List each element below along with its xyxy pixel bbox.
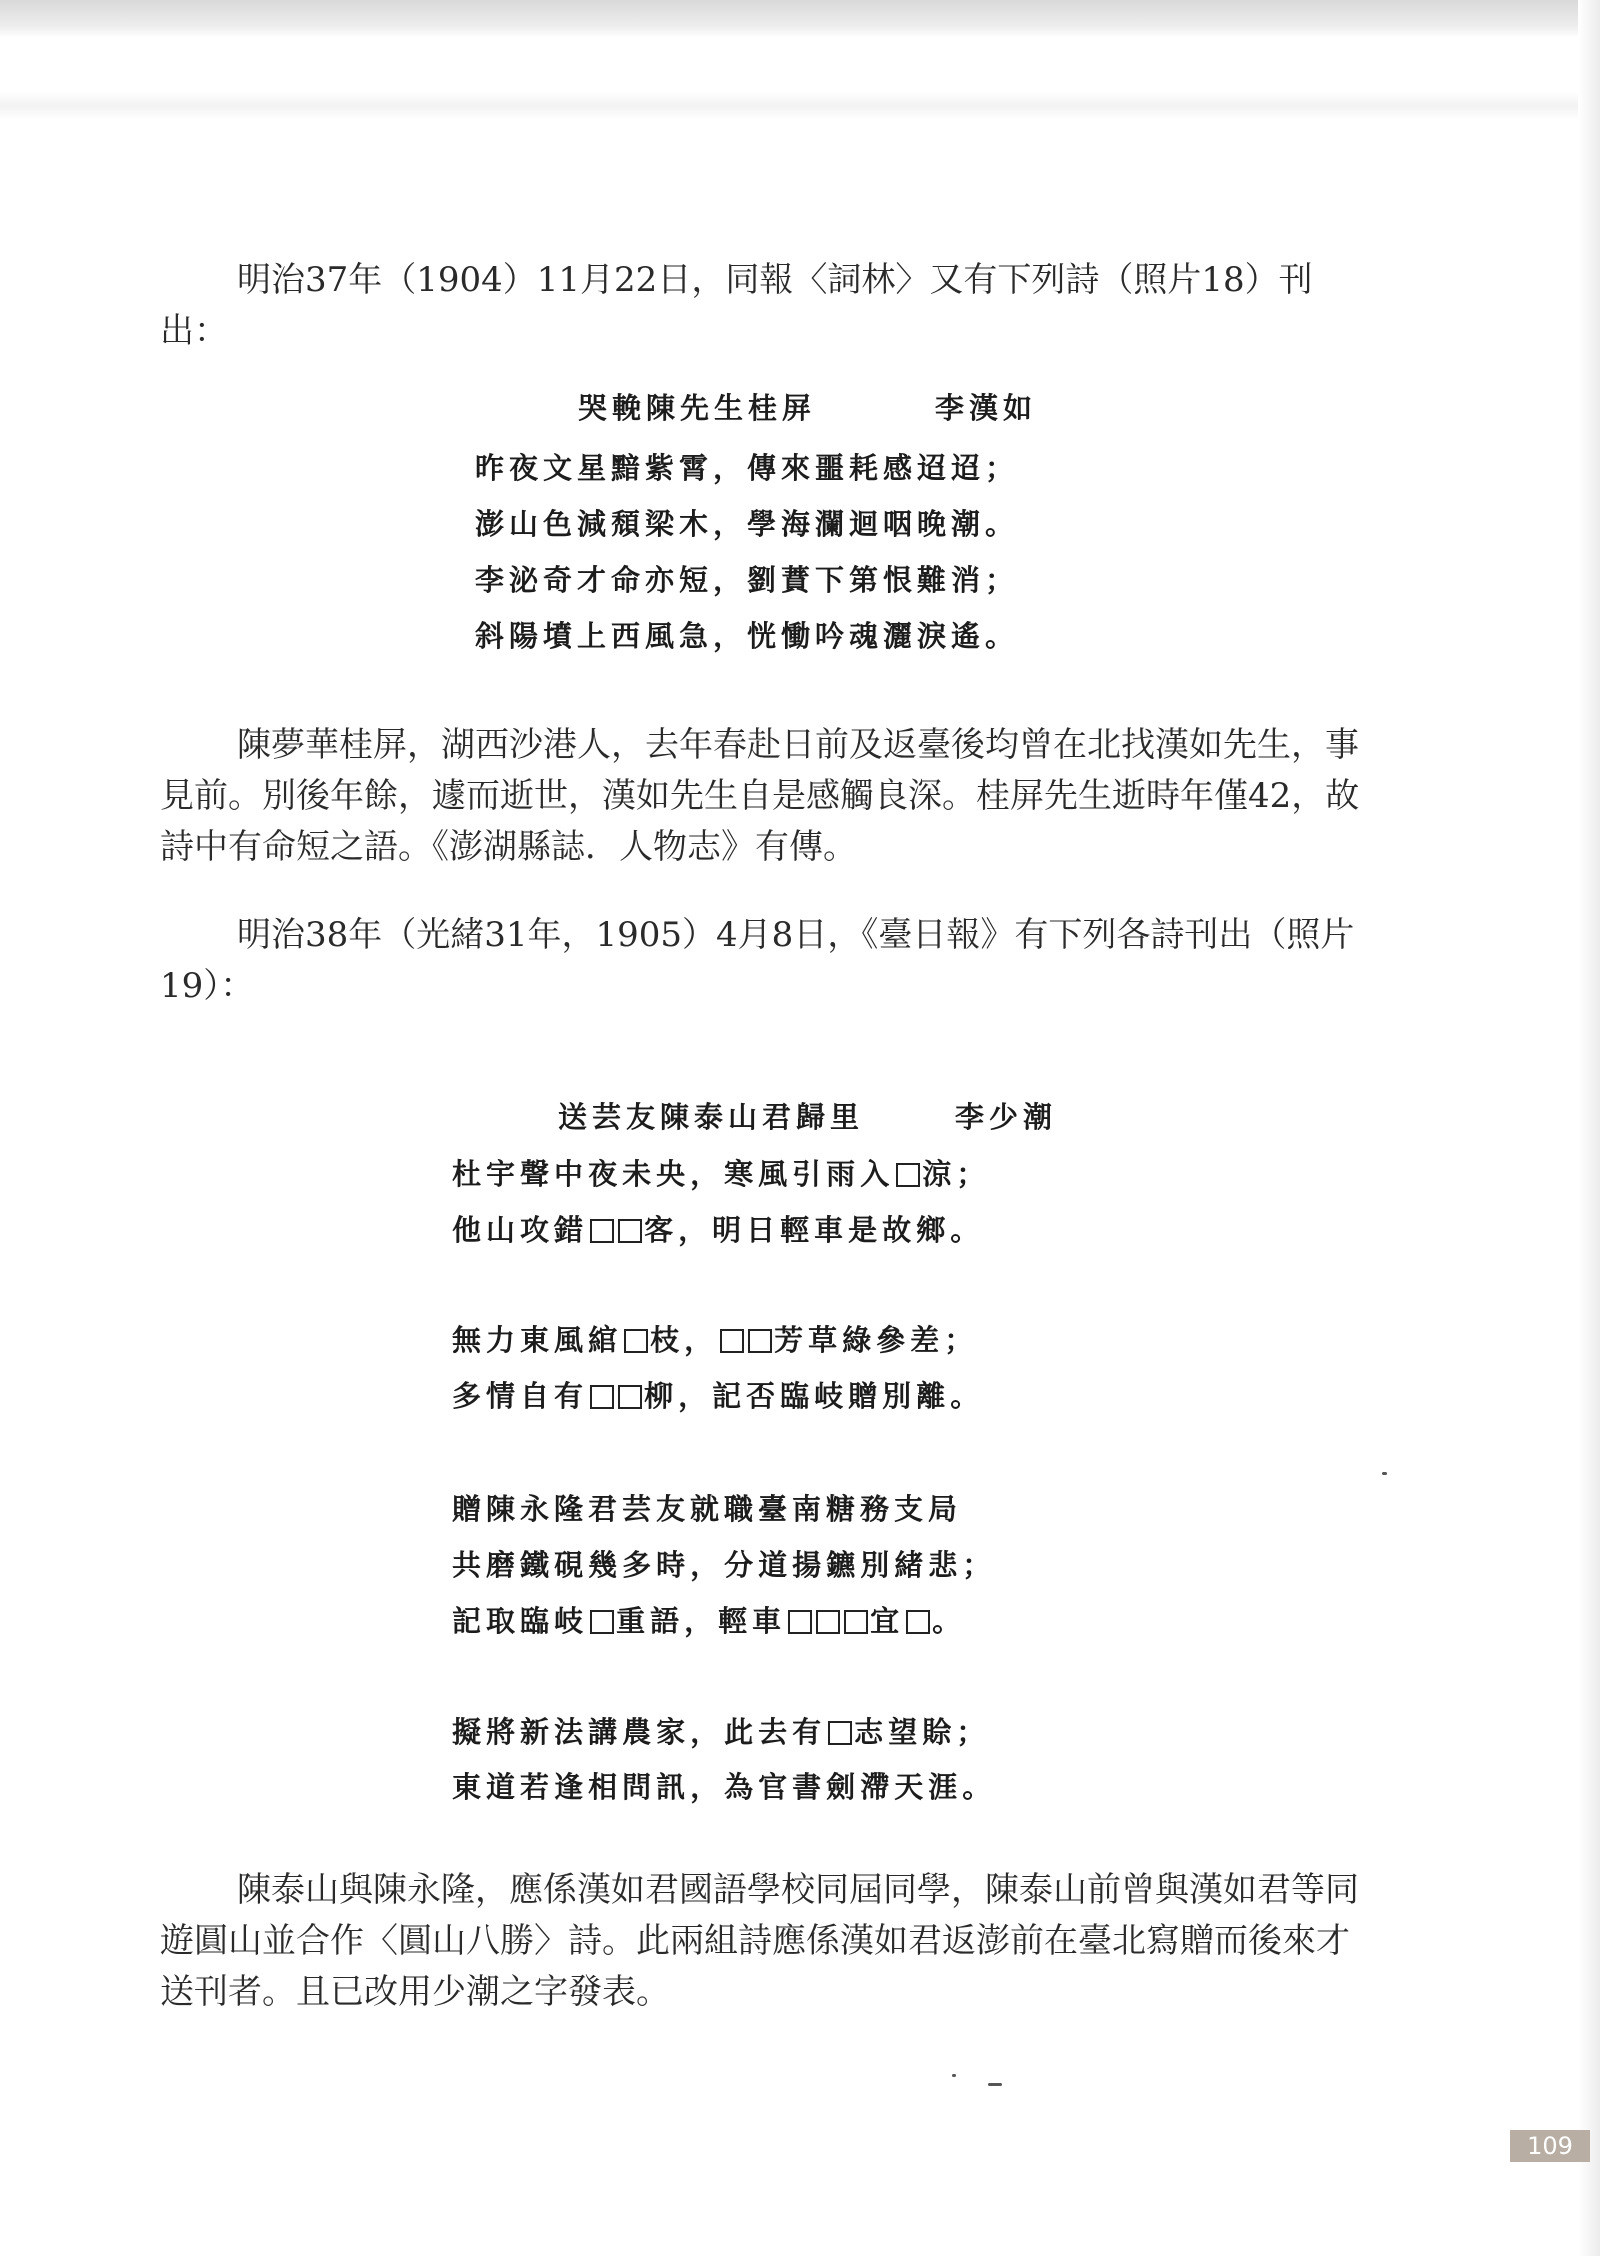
scan-speck xyxy=(952,2074,956,2077)
poem-1-line-3: 李泌奇才命亦短，劉蕡下第恨難消； xyxy=(475,563,1020,597)
poem-1-author: 李漢如 xyxy=(935,391,1038,425)
missing-char-box xyxy=(844,1610,868,1634)
missing-char-box xyxy=(828,1721,852,1745)
paragraph-2: 陳夢華桂屏，湖西沙港人，去年春赴日前及返臺後均曾在北找漢如先生，事見前。別後年餘，遽而逝世，漢如先生自是感觸良深。桂屏先生逝時年僅42，故詩中有命短之語。《澎湖縣誌．人物志》有傳。 xyxy=(160,725,1360,867)
missing-char-box xyxy=(618,1385,642,1409)
missing-char-box xyxy=(748,1329,772,1353)
missing-char-box xyxy=(816,1610,840,1634)
paragraph-1: 明治37年（1904）11月22日，同報〈詞林〉又有下列詩（照片18）刊出： xyxy=(160,260,1313,351)
poem-3-line-3: 擬將新法講農家，此去有 志望賒； xyxy=(452,1715,991,1749)
paragraph-4: 陳泰山與陳永隆，應係漢如君國語學校同屆同學，陳泰山前曾與漢如君等同遊圓山並合作〈圓山八勝〉詩。此兩組詩應係漢如君返澎前在臺北寫贈而後來才送刊者。且已改用少潮之字發表。 xyxy=(160,1870,1359,2012)
scan-right-edge xyxy=(1578,0,1600,2256)
missing-char-box xyxy=(618,1219,642,1243)
poem-1-title: 哭輓陳先生桂屏 xyxy=(578,391,817,425)
missing-char-box xyxy=(590,1610,614,1634)
missing-char-box xyxy=(720,1329,744,1353)
poem-1-line-1: 昨夜文星黯紫霄，傳來噩耗感迢迢； xyxy=(475,451,1020,485)
poem-1-line-4: 斜陽墳上西風急，恍慟吟魂灑淚遙。 xyxy=(475,619,1020,653)
missing-char-box xyxy=(788,1610,812,1634)
poem-2-title: 送芸友陳泰山君歸里 xyxy=(558,1100,865,1134)
missing-char-box xyxy=(896,1163,920,1187)
poem-3-title: 贈陳永隆君芸友就職臺南糖務支局 xyxy=(452,1492,963,1526)
poem-2-line-2: 他山攻錯 客，明日輕車是故鄉。 xyxy=(452,1213,985,1247)
missing-char-box xyxy=(590,1219,614,1243)
missing-char-box xyxy=(906,1610,930,1634)
scan-speck xyxy=(1382,1472,1387,1475)
paragraph-3: 明治38年（光緒31年，1905）4月8日，《臺日報》有下列各詩刊出（照片19）： xyxy=(160,915,1355,1006)
scan-speck xyxy=(988,2083,1002,2086)
poem-1-line-2: 澎山色減頹梁木，學海瀾迴咽晚潮。 xyxy=(475,507,1020,541)
missing-char-box xyxy=(624,1329,648,1353)
poem-2-author: 李少潮 xyxy=(955,1100,1058,1134)
missing-char-box xyxy=(590,1385,614,1409)
poem-2-line-1: 杜宇聲中夜未央，寒風引雨入 涼； xyxy=(452,1157,991,1191)
poem-3-line-1: 共磨鐵硯幾多時，分道揚鑣別緒悲； xyxy=(452,1548,997,1582)
poem-3-line-4: 東道若逢相問訊，為官書劍滯天涯。 xyxy=(452,1770,997,1804)
poem-2-line-4: 多情自有 柳，記否臨岐贈別離。 xyxy=(452,1379,985,1413)
poem-3-line-2: 記取臨岐 重語，輕車 宜 。 xyxy=(452,1604,967,1638)
page-number: 109 xyxy=(1510,2130,1590,2162)
poem-2-line-3: 無力東風綰 枝， 芳草綠參差； xyxy=(452,1323,979,1357)
